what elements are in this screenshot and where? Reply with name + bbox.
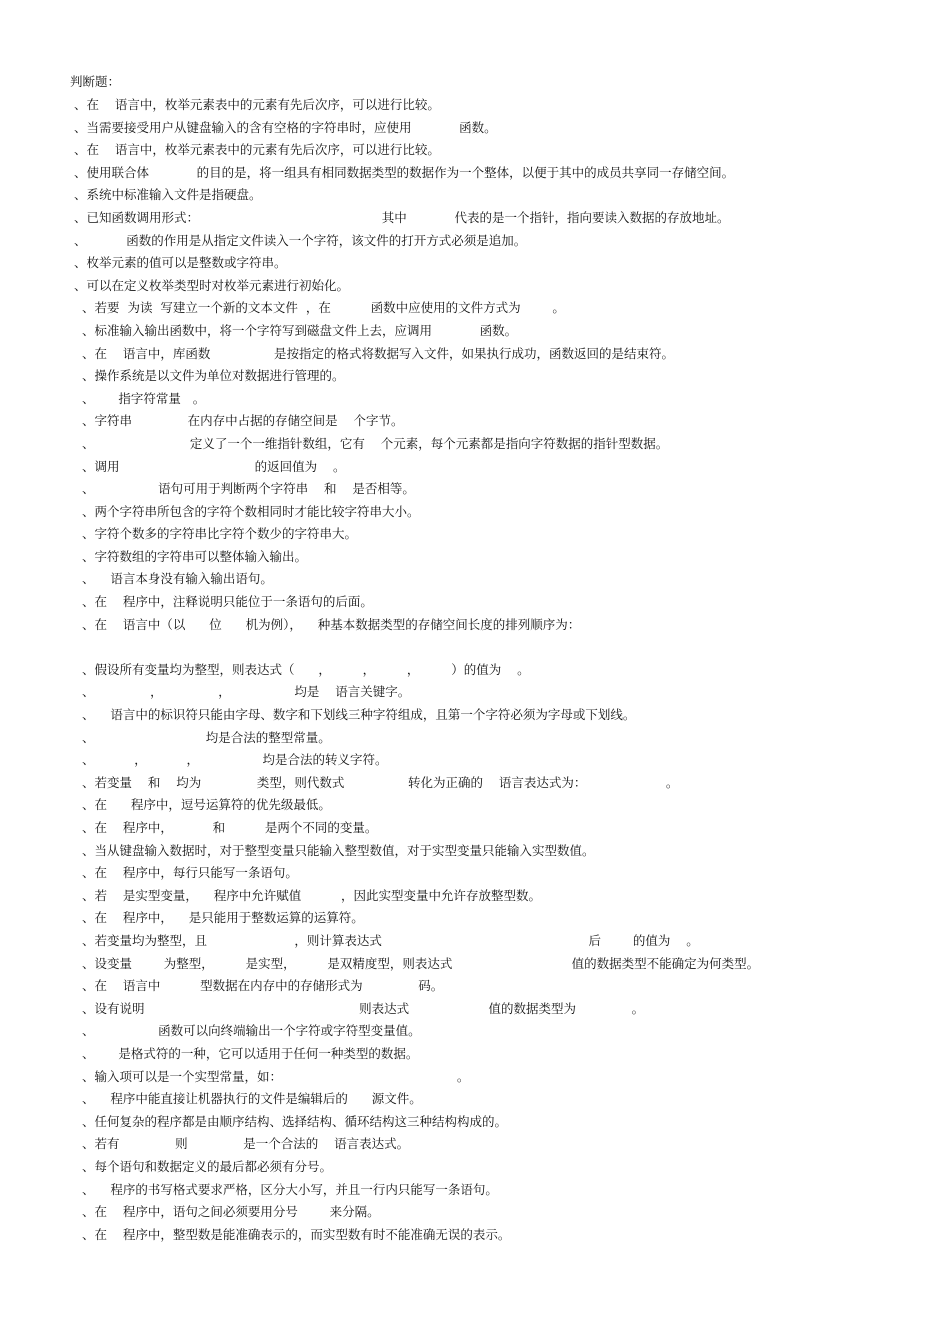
question-text: 、 定义了一个一维指针数组，它有 个元素，每个元素都是指向字符数据的指针型数据。: [82, 435, 669, 451]
question-item: [0, 862, 950, 885]
question-item: [0, 1133, 950, 1156]
question-text: 、 程序中能直接让机器执行的文件是编辑后的 源文件。: [82, 1091, 422, 1107]
question-item: [0, 410, 950, 433]
question-item: [0, 591, 950, 614]
question-list: [0, 94, 950, 1246]
question-item: [0, 907, 950, 930]
question-item: [0, 975, 950, 998]
question-item: [0, 297, 950, 320]
question-item: [0, 998, 950, 1021]
question-item: [0, 207, 950, 230]
question-text: 、若变量均为整型，且 ，则计算表达式 后 的值为 。: [82, 932, 699, 948]
question-item: [0, 478, 950, 501]
question-item: [0, 388, 950, 411]
question-item: [0, 749, 950, 772]
question-text: 、 ， ， 均是合法的转义字符。: [82, 752, 388, 768]
question-text: 、设变量 为整型， 是实型， 是双精度型，则表达式 值的数据类型不能确定为何类型。: [82, 955, 760, 971]
question-text: 、调用 的返回值为 。: [82, 458, 346, 474]
question-item: [0, 343, 950, 366]
question-item: [0, 885, 950, 908]
question-item: [0, 139, 950, 162]
question-text: 、 指字符常量 。: [82, 390, 206, 406]
question-text: 、 均是合法的整型常量。: [82, 729, 331, 745]
question-text: 、当从键盘输入数据时，对于整型变量只能输入整型数值，对于实型变量只能输入实型数值。: [82, 842, 595, 858]
question-item: [0, 794, 950, 817]
question-item: [0, 275, 950, 298]
question-text: 、输入项可以是一个实型常量，如： 。: [82, 1068, 470, 1084]
question-text: 、每个语句和数据定义的最后都必须有分号。: [82, 1158, 333, 1174]
question-text: 、在 程序中，每行只能写一条语句。: [82, 865, 298, 881]
question-item: [0, 320, 950, 343]
question-item: [0, 1111, 950, 1134]
question-item: [0, 1224, 950, 1247]
question-item: [0, 1043, 950, 1066]
question-item: [0, 456, 950, 479]
question-text: 、操作系统是以文件为单位对数据进行管理的。: [82, 368, 345, 384]
question-text: 、 程序的书写格式要求严格，区分大小写，并且一行内只能写一条语句。: [82, 1181, 498, 1197]
question-text: 、若要 为读 写建立一个新的文本文件 ，在 函数中应使用的文件方式为 。: [82, 300, 565, 316]
question-text: 、字符数组的字符串可以整体输入输出。: [82, 548, 308, 564]
question-text: 、在 语言中，库函数 是按指定的格式将数据写入文件，如果执行成功，函数返回的是结束符。: [82, 345, 674, 361]
question-text: 、在 程序中，逗号运算符的优先级最低。: [82, 797, 331, 813]
question-text: 、若有 则 是一个合法的 语言表达式。: [82, 1136, 410, 1152]
question-item: [0, 704, 950, 727]
question-text: 、在 程序中，语句之间必须要用分号 来分隔。: [82, 1204, 380, 1220]
question-item: [0, 501, 950, 524]
question-item: [0, 230, 950, 253]
question-item: [0, 1066, 950, 1089]
question-text: 、 ， ， 均是 语言关键字。: [82, 684, 411, 700]
question-item: [0, 817, 950, 840]
question-text: 、在 语言中（以 位 机为例）， 种基本数据类型的存储空间长度的排列顺序为：: [82, 616, 581, 632]
question-text: 、字符个数多的字符串比字符个数少的字符串大。: [82, 526, 358, 542]
question-text: 、两个字符串所包含的字符个数相同时才能比较字符串大小。: [82, 503, 420, 519]
question-item: [0, 659, 950, 682]
question-text: 、 语句可用于判断两个字符串 和 是否相等。: [82, 481, 415, 497]
question-item: [0, 117, 950, 140]
question-text: 、字符串 在内存中占据的存储空间是 个字节。: [82, 413, 404, 429]
question-text: 、设有说明 则表达式 值的数据类型为 。: [82, 1000, 645, 1016]
question-text: 、枚举元素的值可以是整数或字符串。: [74, 255, 287, 271]
question-text: 、 函数的作用是从指定文件读入一个字符，该文件的打开方式必须是追加。: [74, 232, 527, 248]
question-text: 、使用联合体 的目的是，将一组具有相同数据类型的数据作为一个整体，以便于其中的成员共享同一存储空间。: [74, 164, 735, 180]
question-text: 、在 程序中，注释说明只能位于一条语句的后面。: [82, 594, 373, 610]
question-text: 、当需要接受用户从键盘输入的含有空格的字符串时，应使用 函数。: [74, 119, 497, 135]
question-text: 、若 是实型变量， 程序中允许赋值 ，因此实型变量中允许存放整型数。: [82, 887, 542, 903]
section-heading: 判断题：: [70, 74, 121, 89]
question-text: 、 语言中的标识符只能由字母、数字和下划线三种字符组成，且第一个字符必须为字母或下划线。: [82, 707, 636, 723]
question-text: 、 语言本身没有输入输出语句。: [82, 571, 273, 587]
question-item: [0, 1179, 950, 1202]
question-text: 、在 语言中，枚举元素表中的元素有先后次序，可以进行比较。: [74, 97, 440, 112]
question-item: [0, 727, 950, 750]
question-text: 、在 语言中，枚举元素表中的元素有先后次序，可以进行比较。: [74, 142, 440, 158]
question-item: [0, 953, 950, 976]
question-item: [0, 636, 950, 659]
question-text: 、假设所有变量均为整型，则表达式（ ， ， ， ）的值为 。: [82, 661, 530, 677]
question-item: [0, 681, 950, 704]
question-item: [0, 614, 950, 637]
question-item: [0, 523, 950, 546]
question-item: [0, 1201, 950, 1224]
question-item: [0, 162, 950, 185]
question-text: 、在 程序中， 是只能用于整数运算的运算符。: [82, 910, 364, 926]
question-item: [0, 184, 950, 207]
question-text: 、已知函数调用形式： 其中 代表的是一个指针，指向要读入数据的存放地址。: [74, 209, 730, 225]
question-item: [0, 1088, 950, 1111]
question-text: 、若变量 和 均为 类型，则代数式 转化为正确的 语言表达式为： 。: [82, 774, 679, 790]
question-text: 、在 语言中 型数据在内存中的存储形式为 码。: [82, 978, 444, 994]
question-item: [0, 546, 950, 569]
question-text: 、系统中标准输入文件是指硬盘。: [74, 187, 262, 203]
question-text: 、任何复杂的程序都是由顺序结构、选择结构、循环结构这三种结构构成的。: [82, 1113, 508, 1129]
question-text: 、标准输入输出函数中，将一个字符写到磁盘文件上去，应调用 函数。: [82, 322, 518, 338]
question-text: 、 函数可以向终端输出一个字符或字符型变量值。: [82, 1023, 421, 1039]
question-text: 、在 程序中，整型数是能准确表示的，而实型数有时不能准确无误的表示。: [82, 1226, 511, 1242]
question-item: [0, 568, 950, 591]
question-item: [0, 772, 950, 795]
question-item: [0, 1020, 950, 1043]
question-text: 、可以在定义枚举类型时对枚举元素进行初始化。: [74, 277, 350, 293]
question-text: 、在 程序中， 和 是两个不同的变量。: [82, 820, 378, 835]
question-item: [0, 930, 950, 953]
question-item: [0, 94, 950, 117]
question-item: [0, 840, 950, 863]
question-item: [0, 365, 950, 388]
question-item: [0, 433, 950, 456]
question-item: [0, 252, 950, 275]
question-item: [0, 1156, 950, 1179]
question-text: 、 是格式符的一种，它可以适用于任何一种类型的数据。: [82, 1045, 419, 1061]
